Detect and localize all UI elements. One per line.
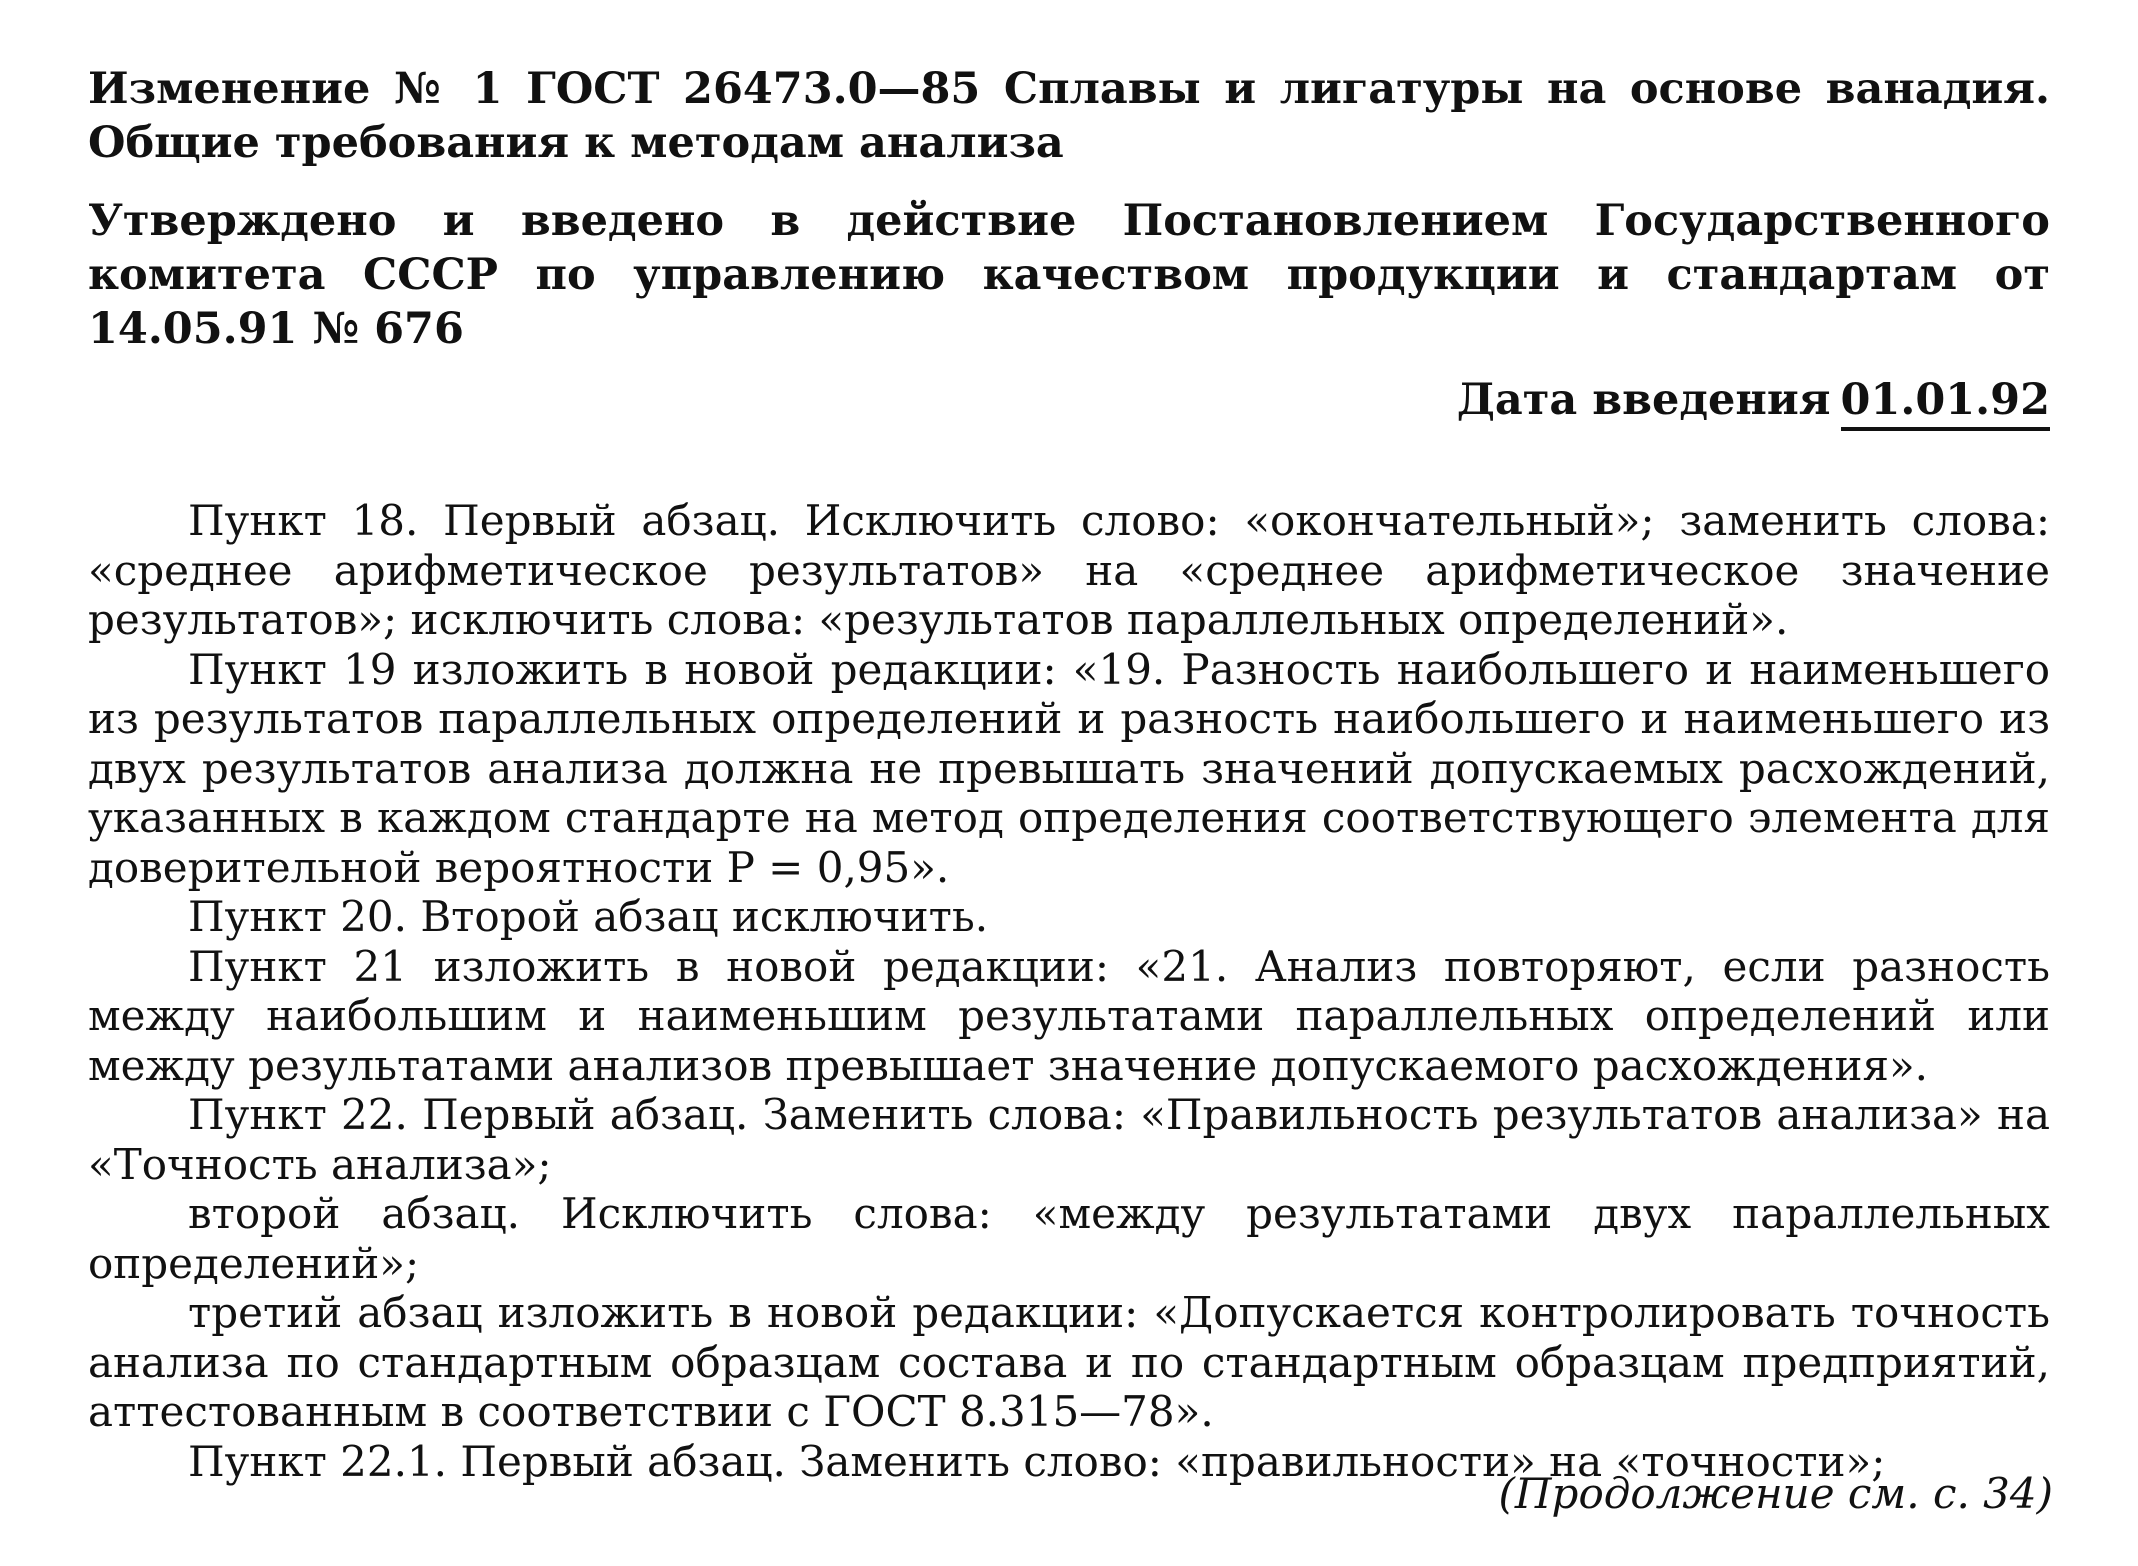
effective-date <box>88 370 2050 430</box>
continuation-note: (Продолжение см. с. 34) <box>1498 1469 2053 1518</box>
paragraph-item-22-second: второй абзац. Исключить слова: «между результатами двух параллельных определений»; <box>88 1189 2050 1288</box>
effective-date-value: 01.01.92 <box>1841 375 2050 431</box>
change-title: Изменение № 1 ГОСТ 26473.0—85 Сплавы и лигатуры на основе ванадия. Общие требования к методам анализа <box>88 64 2050 168</box>
document-body <box>88 496 2050 1486</box>
paragraph-item-22: Пункт 22. Первый абзац. Заменить слова: «Правильность результатов анализа» на «Точность анализа»; <box>88 1090 2050 1189</box>
paragraph-item-21: Пункт 21 изложить в новой редакции: «21. Анализ повторяют, если разность между наибольшим и наименьшим результатами параллельных определений или между результатами анализов превышает значение допускаемого расхождения». <box>88 941 2050 1090</box>
approval-statement: Утверждено и введено в действие Постановлением Государственного комитета СССР по управлению качеством продукции и стандартам от 14.05.91 № 676 <box>88 196 2050 354</box>
paragraph-item-19: Пункт 19 изложить в новой редакции: «19. Разность наибольшего и наименьшего из результатов параллельных определений и разность наибольшего и наименьшего из двух результатов анализа должна не превышать значений допускаемых расхождений, указанных в каждом стандарте на метод определения соответствующего элемента для доверительной вероятности P = 0,95». <box>88 644 2050 892</box>
paragraph-item-18: Пункт 18. Первый абзац. Исключить слово: «окончательный»; заменить слова: «среднее арифметическое результатов» на «среднее арифметическое значение результатов»; исключить слова: «результатов параллельных определений». <box>88 496 2050 644</box>
paragraph-item-22-1: Пункт 22.1. Первый абзац. Заменить слово: «правильности» на «точности»; <box>188 1436 1886 1486</box>
paragraph-item-20: Пункт 20. Второй абзац исключить. <box>188 892 989 941</box>
paragraph-item-22-third: третий абзац изложить в новой редакции: «Допускается контролировать точность анализа по стандартным образцам состава и по стандартным образцам предприятий, аттестованным в соответствии с ГОСТ 8.315—78». <box>88 1288 2050 1436</box>
effective-date-label: Дата введения <box>1456 375 1831 425</box>
